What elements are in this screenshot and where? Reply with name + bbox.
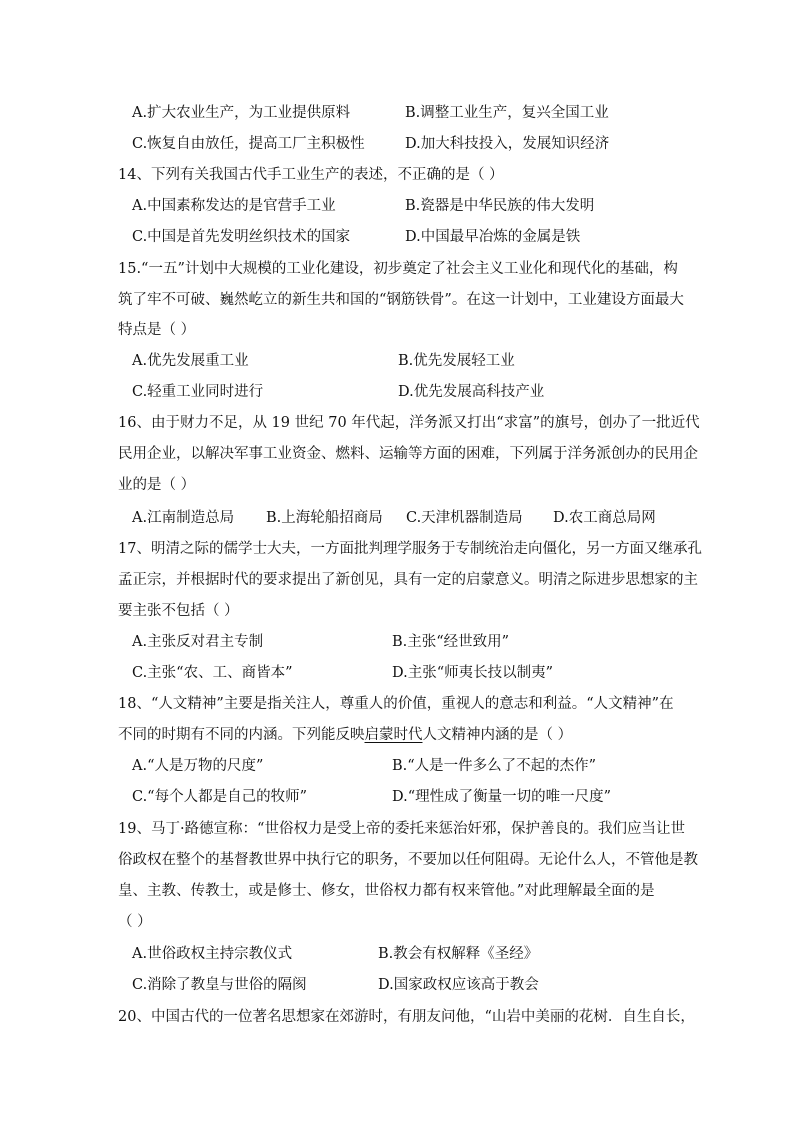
q15-stem-line3: 特点是（ ）: [118, 322, 196, 338]
q14-option-c: C.中国是首先发明丝织技术的国家: [132, 229, 351, 245]
q16-option-b: B.上海轮船招商局: [266, 510, 383, 526]
q18-underlined-phrase: 启蒙时代: [364, 727, 423, 743]
q15-option-a: A.优先发展重工业: [132, 353, 249, 369]
q13-option-b: B.调整工业生产，复兴全国工业: [405, 105, 609, 121]
q15-option-d: D.优先发展高科技产业: [398, 384, 545, 400]
q17-option-d: D.主张“师夷长技以制夷”: [392, 665, 554, 681]
q15-option-b: B.优先发展轻工业: [398, 353, 515, 369]
q19-option-a: A.世俗政权主持宗教仪式: [132, 946, 293, 962]
q19-option-b: B.教会有权解释《圣经》: [378, 946, 539, 962]
q17-stem-line2: 孟正宗，并根据时代的要求提出了新创见，具有一定的启蒙意义。明清之际进步思想家的主: [118, 572, 698, 588]
q14-stem: 14、下列有关我国古代手工业生产的表述，不正确的是（ ）: [118, 167, 504, 183]
q18-option-a: A.“人是万物的尺度”: [132, 758, 264, 774]
q16-option-a: A.江南制造总局: [132, 510, 235, 526]
q14-option-b: B.瓷器是中华民族的伟大发明: [405, 198, 595, 214]
q16-stem-line1: 16、由于财力不足，从 19 世纪 70 年代起，洋务派又打出“求富”的旗号，创办了一批近代: [118, 415, 700, 431]
q18-option-c: C.“每个人都是自己的牧师”: [132, 789, 308, 805]
q13-option-d: D.加大科技投入，发展知识经济: [405, 136, 610, 152]
q18-stem-line2-b: 人文精神内涵的是（ ）: [422, 727, 573, 743]
q18-option-d: D.“理性成了衡量一切的唯一尺度”: [392, 789, 612, 805]
q14-option-d: D.中国最早冶炼的金属是铁: [405, 229, 581, 245]
q15-stem-line1: 15.“一五”计划中大规模的工业化建设，初步奠定了社会主义工业化和现代化的基础，构: [118, 261, 678, 277]
q17-option-c: C.主张“农、工、商皆本”: [132, 665, 293, 681]
q17-option-b: B.主张“经世致用”: [392, 634, 510, 650]
q19-option-d: D.国家政权应该高于教会: [378, 977, 539, 993]
q13-option-a: A.扩大农业生产，为工业提供原料: [132, 105, 351, 121]
q18-stem-line2: [118, 725, 572, 745]
q16-stem-line3: 业的是（ ）: [118, 477, 196, 493]
q19-stem-line1: 19、马丁·路德宣称：“世俗权力是受上帝的委托来惩治奸邪，保护善良的。我们应当让世: [118, 821, 685, 837]
q19-stem-line2: 俗政权在整个的基督教世界中执行它的职务，不要加以任何阻碍。无论什么人，不管他是教: [118, 852, 698, 868]
q16-stem-line2: 民用企业，以解决军事工业资金、燃料、运输等方面的困难，下列属于洋务派创办的民用企: [118, 446, 698, 462]
q19-option-c: C.消除了教皇与世俗的隔阂: [132, 977, 307, 993]
q17-option-a: A.主张反对君主专制: [132, 634, 264, 650]
q18-option-b: B.“人是一件多么了不起的杰作”: [392, 758, 597, 774]
q15-option-c: C.轻重工业同时进行: [132, 384, 264, 400]
q18-stem-line1: 18、“人文精神”主要是指关注人，尊重人的价值，重视人的意志和利益。“人文精神”在: [118, 696, 674, 712]
q19-stem-line4: （ ）: [118, 914, 152, 930]
q14-option-a: A.中国素称发达的是官营手工业: [132, 198, 336, 214]
q17-stem-line1: 17、明清之际的儒学士大夫，一方面批判理学服务于专制统治走向僵化，另一方面又继承孔: [118, 541, 702, 557]
q16-option-c: C.天津机器制造局: [406, 510, 523, 526]
q13-option-c: C.恢复自由放任，提高工厂主积极性: [132, 136, 365, 152]
q19-stem-line3: 皇、主教、传教士，或是修士、修女，世俗权力都有权来管他。”对此理解最全面的是: [118, 883, 655, 899]
q18-stem-line2-a: 不同的时期有不同的内涵。下列能反映: [118, 727, 365, 743]
q15-stem-line2: 筑了牢不可破、巍然屹立的新生共和国的“钢筋铁骨”。在这一计划中，工业建设方面最大: [118, 292, 684, 308]
q20-stem-line1: 20、中国古代的一位著名思想家在郊游时，有朋友问他，“山岩中美丽的花树．自生自长，: [118, 1009, 695, 1025]
q17-stem-line3: 要主张不包括（ ）: [118, 603, 239, 619]
q16-option-d: D.农工商总局网: [553, 510, 656, 526]
